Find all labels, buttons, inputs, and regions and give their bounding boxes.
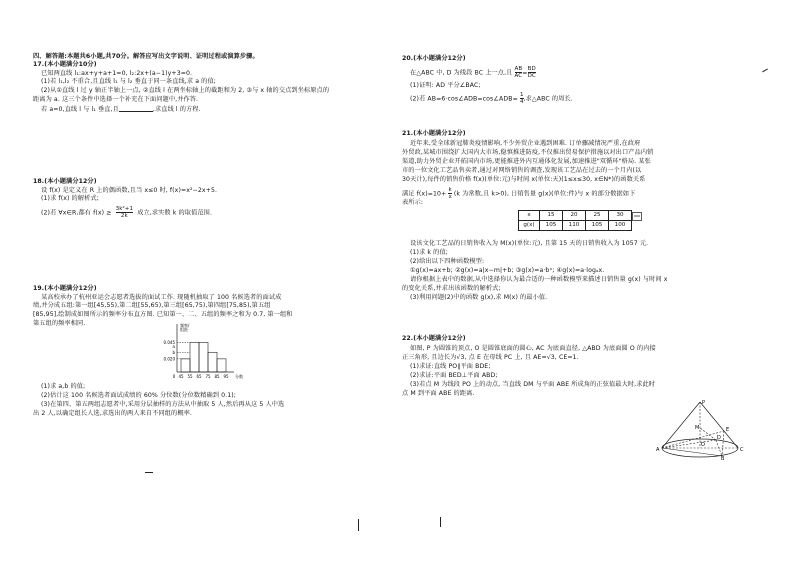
histogram-marks [164, 322, 243, 379]
q18-fraction [116, 206, 134, 219]
frequency-histogram [155, 322, 267, 382]
generatrix-pc [700, 402, 738, 448]
fraction-den: 4 [519, 99, 524, 105]
fraction-den: x [448, 194, 452, 200]
q20-line-1 [410, 66, 536, 79]
table-cell: 30 [609, 211, 632, 221]
q20-line-3 [410, 92, 573, 105]
q20-line-1a: 在△ABC 中, D 为线段 BC 上一点,且 [410, 69, 513, 77]
histogram-bar [217, 359, 226, 372]
fraction-den: AC [514, 73, 523, 79]
cone-figure [654, 398, 746, 460]
table-header-row [519, 211, 632, 221]
q18-line-3b: 成立,求实数 k 的取值范围. [137, 209, 213, 217]
q18-heading: 18.(本小题满分12分) [33, 178, 97, 185]
table-stamp-icon [632, 212, 642, 221]
point-label-d: D [717, 435, 721, 441]
q19-line-1: 某高校承办了杭州亚运会志愿者选拔的面试工作. 现随机抽取了 100 名候选者的面试成 [41, 294, 282, 301]
q22-sub-3b: 点 M 到平面 ABE 的距离. [402, 390, 475, 397]
fraction-num: AB [514, 66, 523, 72]
q22-sub-1: (1)求证:直线 PO∥平面 BDE; [410, 363, 491, 370]
y-tick-label: 0.045 [163, 339, 175, 345]
table-cell: x [519, 211, 540, 221]
x-tick-label: 95 [223, 374, 229, 379]
q17-line-3: (2)从①直线 l 过 y 轴正半轴上一点, ②直线 l 在两坐标轴上的截距和为 2, ③与 x 轴的交点到坐标原点的 [41, 87, 330, 94]
right-column [402, 0, 774, 561]
fraction-den: DC [527, 73, 536, 79]
y-axis-label: 组距 [180, 327, 188, 332]
q21-line-8: 设该文化工艺品的日销售收入为 M(x)(单位:元), 且第 15 天的日销售收入为 1057 元. [410, 240, 649, 247]
q22-sub-3a: (3)若点 M 为线段 PO 上的动点, 当直线 DM 与平面 ABE 所成角的正弦值最大时,求此时 [410, 381, 656, 388]
q21-line-6a: 满足 f(x)=10+ [402, 190, 447, 198]
q18-line-3a: (2)若 ∀x∈R,都有 f(x) ≥ [41, 209, 112, 217]
q21-fraction-k-x [448, 187, 451, 200]
q21-line-6 [402, 187, 635, 200]
segment-ad [662, 440, 716, 448]
scan-mark [358, 519, 359, 531]
sales-data-table [518, 210, 632, 231]
q18-fraction-num: 3k²+1 [115, 206, 134, 212]
q22-heading: 22.(本小题满分12分) [402, 335, 466, 342]
answer-blank [119, 105, 153, 112]
q21-line-5: 30天计),每件的销售价格 f(x)(单位:元)与时间 x(单位:天)(1≤x≤30, x∈N*)的函数关系 [402, 176, 646, 183]
table-cell: 15 [540, 211, 563, 221]
q19-question-3a: (3)在第四、第五两组志愿者中,采用分层抽样的方法从中抽取 5 人,然后再从这 5 人中选 [41, 401, 285, 408]
q18-line-1: 设 f(x) 是定义在 R 上的偶函数,且当 x≤0 时, f(x)=x²−2x+5. [41, 187, 218, 194]
histogram-bar [208, 352, 217, 372]
point-label-e: E [726, 427, 730, 433]
point-label-p: P [702, 400, 706, 406]
y-tick-label: b [172, 349, 175, 355]
q18-line-3 [41, 206, 212, 219]
point-label-b: B [721, 456, 725, 460]
y-tick-label: a [172, 343, 175, 349]
q18-line-2: (1)求 f(x) 的解析式; [41, 195, 99, 202]
q21-sub-2-text-2: 的变化关系,并求出该函数的解析式; [402, 285, 501, 292]
q19-line-3: [85,95],绘制成如图所示的频率分布直方图. 已知第一、二、五组的频率之和为 0.7, 第一组和 [33, 311, 293, 318]
q20-line-3b: ,求△ABC 的周长. [523, 95, 573, 103]
fraction-num: k [448, 187, 452, 193]
x-tick-label: 75 [205, 374, 211, 379]
q19-line-2: 绩,并分成五组:第一组[45,55),第二组[55,65),第三组[65,75),第四组[75,85),第五组 [33, 302, 271, 309]
q20-heading: 20.(本小题满分12分) [402, 55, 466, 62]
equals-sign: = [522, 69, 528, 77]
q20-line-3a: (2)若 AB=6·cos∠ADB=cos∠ADB= [410, 95, 518, 103]
q21-sub-2: (2)给出以下四种函数模型: [410, 258, 485, 265]
histogram-bar [190, 342, 199, 372]
point-label-a: A [656, 447, 660, 453]
table-cell: 100 [609, 221, 632, 231]
q17-line-1: 已知两直线 l₁:ax+y+a+1=0, l₂:2x+(a−1)y+3=0. [41, 70, 193, 77]
q21-sub-3: (3)利用问题(2)中的函数 g(x),求 M(x) 的最小值. [410, 294, 548, 301]
q21-line-6b: (k 为常数,且 k>0), 日销售量 g(x)(单位:件)与 x 的部分数据如下 [453, 190, 636, 198]
q17-line-2: (1)若 l₁,l₂ 不重合,且直线 l₁ 与 l₂ 垂直于同一条直线,求 a 的值; [41, 78, 216, 85]
x-axis-label: 分数 [235, 374, 243, 379]
y-tick-label: 0.020 [163, 356, 175, 362]
q18-fraction-den: 2k [120, 213, 128, 219]
q21-line-2: 外贸政,某城市围绕扩大国内大市场,稳慎推进防疫,不仅推出贸易保护措施以对出口产品内销 [402, 149, 654, 156]
q21-line-1: 近年来,受全球新冠肺炎疫情影响,不少外贸企业遇到困难. 订单骤减情况严重,在政府 [410, 140, 641, 147]
x-tick-label: 85 [214, 374, 220, 379]
table-cell: 110 [563, 221, 586, 231]
q19-line-4: 第五组的频率相同. [33, 320, 86, 327]
fraction-num: 1 [519, 92, 524, 98]
q19-heading: 19.(本小题满分12分) [33, 285, 97, 292]
q21-line-4: 市的一位文化工艺品售卖者,通过对网络销售的调查,发现该工艺品在过去的一个月内(以 [402, 167, 642, 174]
q17-heading: 17.(本小题满分10分) [33, 61, 97, 68]
q20-fraction-bd-dc [528, 66, 536, 79]
x-tick-label: 0 [172, 374, 176, 379]
q21-models: ①g(x)=ax+b; ②g(x)=a|x−m|+b; ③g(x)=a·bˣ; ④g(x)=a·logₐx. [410, 267, 605, 274]
point-label-c: C [740, 447, 744, 453]
table-cell: g(x) [519, 221, 540, 231]
scan-mark [440, 517, 441, 527]
table-cell: 20 [563, 211, 586, 221]
scan-mark [145, 472, 153, 473]
table-cell: 105 [586, 221, 609, 231]
segment-eb [722, 431, 724, 456]
q21-heading: 21.(本小题满分12分) [402, 130, 466, 137]
x-tick-label: 65 [196, 374, 202, 379]
x-tick-label: 55 [187, 374, 193, 379]
segment-db [716, 440, 722, 456]
fraction-num: BD [527, 66, 536, 72]
section-header: 四、解答题:本题共6小题,共70分。解答应写出文字说明、证明过程或演算步骤。 [33, 53, 259, 60]
point-label-m: M [695, 425, 700, 431]
table-cell: 105 [540, 221, 563, 231]
q20-line-2: (1)证明: AD 平分∠BAC; [410, 82, 481, 89]
left-column [33, 0, 397, 561]
q21-line-3: 渠道,助力外贸企业开拓国内市场,更能推进外内互通体化发展,加速推进"双循环"格局. 某张 [402, 158, 651, 165]
q17-line-4: 距离为 a. 这三个条件中选择一个补充在下面问题中,并作答. [33, 96, 199, 103]
q17-line-5a: 若 a=0,直线 l 与 l₁ 垂直,且 [41, 106, 119, 113]
q22-line-1: 如图, P 为圆锥的顶点, O 是圆锥底面的圆心, AC 为底面直径, △ABD 为底面圆 O 的内接 [410, 345, 656, 352]
q22-sub-2: (2)求证:平面 BED⊥平面 ABD; [410, 372, 498, 379]
q17-line-5 [41, 105, 201, 114]
q19-question-1: (1)求 a,b 的值; [41, 383, 86, 390]
x-tick-label: 45 [178, 374, 184, 379]
point-label-o: O [701, 442, 705, 448]
histogram-bar [199, 342, 208, 372]
q19-question-2: (2)估计这 100 名候选者面试成绩的 60% 分位数(分位数精确到 0.1); [41, 392, 236, 399]
histogram-bar [181, 359, 190, 372]
segment-ab [662, 448, 722, 456]
table-cell: 25 [586, 211, 609, 221]
q21-sub-1: (1)求 k 的值; [410, 249, 448, 256]
table-row [519, 221, 632, 231]
q19-question-3b: 出 2 人,以确定组长人选,求选出的两人来自不同组的概率. [33, 410, 192, 417]
q22-line-2: 正三角形, 且边长为√3, 点 E 在母线 PC 上, 且 AE=√3, CE=1. [402, 354, 579, 361]
q21-sub-2-text-1: 请你根据上表中的数据,从中选择你认为最合适的一种函数模型来描述日销售量 g(x) 与时间 x [410, 276, 668, 283]
y-axis-label: 频率/ [180, 323, 190, 328]
q17-line-5b: ,求直线 l 的方程. [152, 106, 201, 113]
q21-line-7: 表所示: [402, 199, 424, 206]
